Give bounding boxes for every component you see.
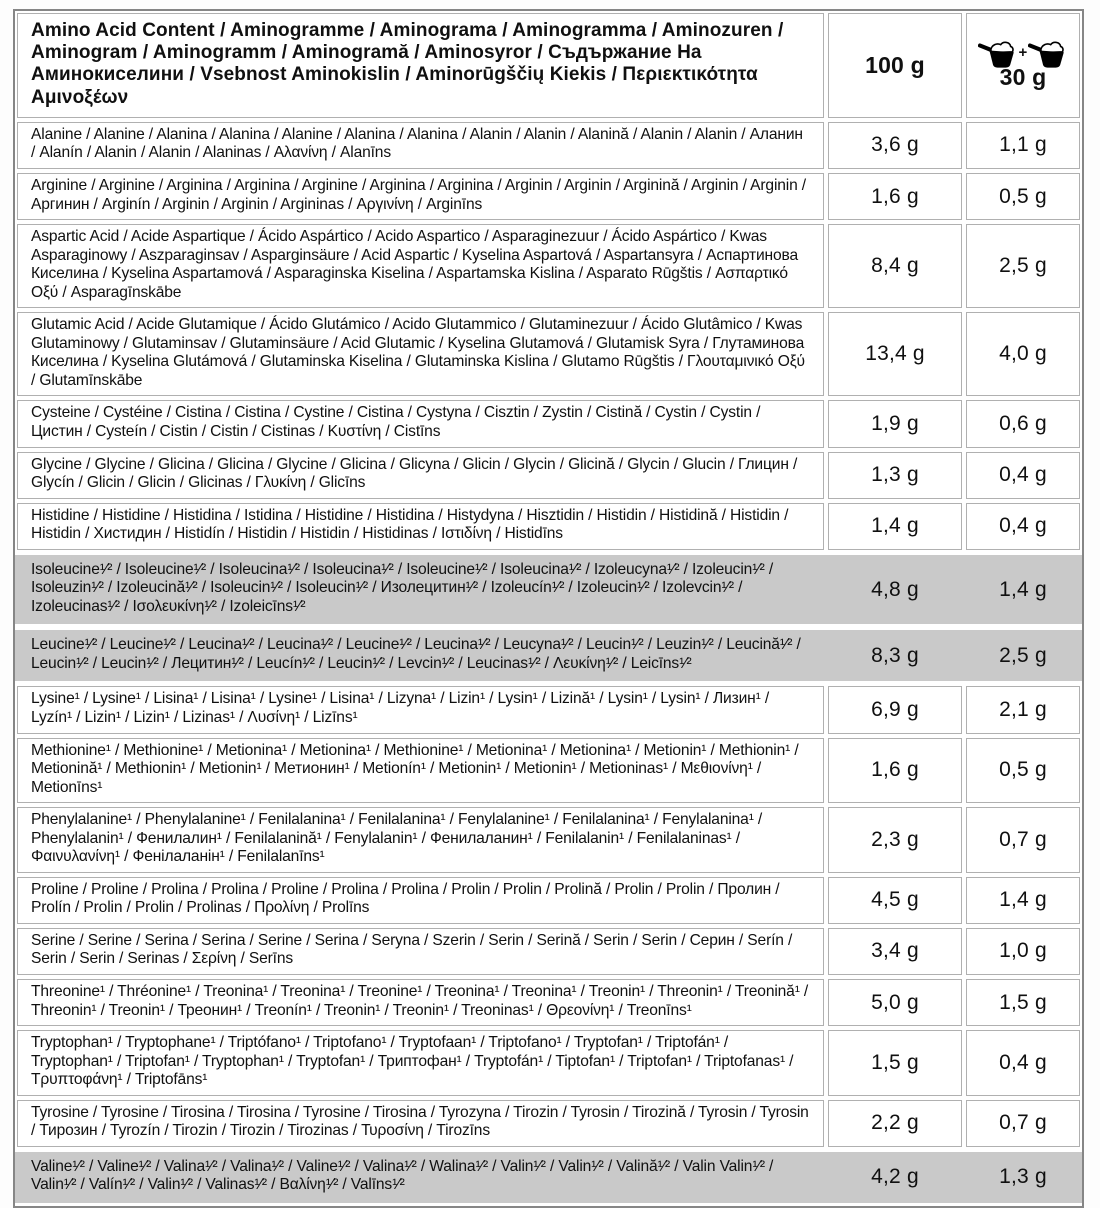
value-per-30g: 1,0 g: [966, 928, 1080, 975]
table-row: [15, 120, 1082, 171]
value-per-100g: 8,3 g: [871, 643, 919, 667]
table-row: [15, 398, 1082, 449]
value-per-100g: 1,4 g: [828, 503, 962, 550]
value-per-100g: 1,6 g: [828, 173, 962, 220]
value-per-30g: 0,7 g: [966, 1100, 1080, 1147]
value-per-30g: 0,5 g: [966, 173, 1080, 220]
table-row: [15, 552, 1082, 628]
table-row: [15, 875, 1082, 926]
table-row: [15, 627, 1082, 684]
table-title-text: Amino Acid Content / Aminogramme / Aminograma / Aminogramma / Aminozuren / Aminogram / Aminogramm / Aminogramă / Aminosyror / Съдържание На Аминокиселини / Vsebnost Aminokislin / Aminorūgščių Kiekis / Περιεκτικότητα Αμινοξέων: [31, 20, 784, 108]
table-row: [15, 222, 1082, 310]
amino-acid-names: Lysine¹ / Lysine¹ / Lisina¹ / Lisina¹ / Lysine¹ / Lisina¹ / Lizyna¹ / Lizin¹ / Lysin¹ / Lizină¹ / Lysin¹ / Lysin¹ / Лизин¹ / Lyzín¹ / Lizin¹ / Lizin¹ / Lizinas¹ / Λυσίνη¹ / Lizīns¹: [17, 686, 824, 733]
amino-acid-names: Serine / Serine / Serina / Serina / Serine / Serina / Seryna / Szerin / Serin / Serină / Serin / Serin / Серин / Serín / Serin / Serin / Serinas / Σερίνη / Serīns: [17, 928, 824, 975]
amino-acid-names: Cysteine / Cystéine / Cistina / Cistina / Cystine / Cistina / Cystyna / Cisztin / Zystin / Cistină / Cystin / Cystin / Цистин / Cysteín / Cistin / Cistin / Cistinas / Κυστίνη / Cistīns: [17, 400, 824, 447]
amino-acid-names: Arginine / Arginine / Arginina / Arginina / Arginine / Arginina / Arginina / Arginin / Arginin / Arginină / Arginin / Arginin / Аргинин / Arginín / Arginin / Arginin / Argininas / Αργινίνη / Arginīns: [17, 173, 824, 220]
amino-acid-names: Leucine¹⁄² / Leucine¹⁄² / Leucina¹⁄² / Leucina¹⁄² / Leucine¹⁄² / Leucina¹⁄² / Leucyna¹⁄² / Leucin¹⁄² / Leuzin¹⁄² / Leucină¹⁄² / Leucin¹⁄² / Leucin¹⁄² / Лецитин¹⁄² / Leucín¹⁄² / Leucin¹⁄² / Levcin¹⁄² / Leucinas¹⁄² / Λευκίνη¹⁄² / Leicīns¹⁄²: [31, 636, 801, 672]
table-row: [15, 977, 1082, 1028]
amino-acid-names: Aspartic Acid / Acide Aspartique / Ácido Aspártico / Acido Aspartico / Asparaginezuur / Ácido Aspártico / Kwas Asparaginowy / Aszparaginsav / Asparginsäure / Acid Aspartic / Kyselina Aspartová / Aspartansyra / Аспартинова Киселина / Kyselina Aspartamová / Asparaginska Kiselina / Aspartamska Kislina / Asparato Rūgštis / Ασπαρτικό Οξύ / Asparagīnskābe: [17, 224, 824, 308]
table-body: [15, 120, 1082, 1206]
amino-acid-names: Histidine / Histidine / Histidina / Istidina / Histidine / Histidina / Histydyna / Hisztidin / Histidin / Histidină / Histidin / Histidin / Хистидин / Histidín / Histidin / Histidin / Histidinas / Ιστιδίνη / Histidīns: [17, 503, 824, 550]
amino-acid-names: Phenylalanine¹ / Phenylalanine¹ / Fenilalanina¹ / Fenilalanina¹ / Fenylalanine¹ / Fenilalanina¹ / Fenylalanina¹ / Phenylalanin¹ / Фенилалин¹ / Fenilalanină¹ / Fenylalanin¹ / Фенилаланин¹ / Fenilalanin¹ / Fenilalaninas¹ / Φαινυλανίνη¹ / Фенілаланін¹ / Fenilalanīns¹: [17, 807, 824, 873]
table-title: [17, 13, 824, 118]
plus-sign: +: [1018, 43, 1028, 61]
amino-acid-names: Threonine¹ / Thréonine¹ / Treonina¹ / Treonina¹ / Treonine¹ / Treonina¹ / Treonina¹ / Treonin¹ / Threonin¹ / Treonină¹ / Threonin¹ / Treonin¹ / Треонин¹ / Treonín¹ / Treonin¹ / Treonin¹ / Treoninas¹ / Θρεονίνη¹ / Treonīns¹: [17, 979, 824, 1026]
table-row: [15, 805, 1082, 875]
value-per-100g: 1,6 g: [828, 738, 962, 804]
amino-acid-names: Tyrosine / Tyrosine / Tirosina / Tirosina / Tyrosine / Tirosina / Tyrozyna / Tirozin / Tyrosin / Tirozină / Tyrosin / Tyrosin / Тирозин / Tyrozín / Tirozin / Tirozin / Tirozinas / Τυροσίνη / Tirozīns: [17, 1100, 824, 1147]
value-per-30g: 1,4 g: [966, 877, 1080, 924]
amino-acid-names: Tryptophan¹ / Tryptophane¹ / Triptófano¹ / Triptofano¹ / Tryptofaan¹ / Triptofano¹ / Tryptofan¹ / Triptofán¹ / Tryptophan¹ / Triptofan¹ / Tryptophan¹ / Tryptofan¹ / Триптофан¹ / Tryptofán¹ / Tiptofan¹ / Triptofan¹ / Triptofanas¹ / Τρυπτοφάνη¹ / Triptofāns¹: [17, 1030, 824, 1096]
table-row: [15, 171, 1082, 222]
value-per-30g: 4,0 g: [966, 312, 1080, 396]
value-per-100g: 2,3 g: [828, 807, 962, 873]
value-per-30g: 0,4 g: [966, 1030, 1080, 1096]
value-per-30g: 1,4 g: [999, 577, 1047, 601]
value-per-30g: 0,7 g: [966, 807, 1080, 873]
table-row: [15, 684, 1082, 735]
amino-acid-names: Methionine¹ / Methionine¹ / Metionina¹ / Metionina¹ / Methionine¹ / Metionina¹ / Metionina¹ / Metionin¹ / Methionin¹ / Metionină¹ / Methionin¹ / Metionin¹ / Метионин¹ / Metionín¹ / Metionin¹ / Metionin¹ / Metioninas¹ / Μεθιονίνη¹ / Metionīns¹: [17, 738, 824, 804]
table-row: [15, 450, 1082, 501]
value-per-100g: 4,8 g: [871, 577, 919, 601]
value-per-30g: 1,1 g: [966, 122, 1080, 169]
value-per-100g: 2,2 g: [828, 1100, 962, 1147]
value-per-30g: 1,5 g: [966, 979, 1080, 1026]
table-row: [15, 1098, 1082, 1149]
table-row: [15, 501, 1082, 552]
amino-acid-names: Glutamic Acid / Acide Glutamique / Ácido Glutámico / Acido Glutammico / Glutaminezuur / Ácido Glutâmico / Kwas Glutaminowy / Glutaminsav / Glutaminsäure / Acid Glutamic / Kyselina Glutamová / Glutamisk Syra / Глутаминова Киселина / Kyselina Glutámová / Glutaminska Kiselina / Glutaminska Kislina / Glutamo Rūgštis / Γλουταμινικό Οξύ / Glutamīnskābe: [17, 312, 824, 396]
value-per-100g: 1,3 g: [828, 452, 962, 499]
value-per-30g: 0,4 g: [966, 452, 1080, 499]
table-row: [15, 926, 1082, 977]
column-header-100g: 100 g: [828, 13, 962, 118]
value-per-100g: 1,5 g: [828, 1030, 962, 1096]
value-per-100g: 13,4 g: [828, 312, 962, 396]
amino-acid-names: Proline / Proline / Prolina / Prolina / Proline / Prolina / Prolina / Prolin / Prolin / Prolină / Prolin / Prolin / Пролин / Prolín / Prolin / Prolin / Prolinas / Προλίνη / Prolīns: [17, 877, 824, 924]
value-per-30g: 2,5 g: [966, 224, 1080, 308]
table-row: [15, 1028, 1082, 1098]
column-header-30g-label: 30 g: [999, 64, 1047, 91]
value-per-100g: 8,4 g: [828, 224, 962, 308]
amino-acid-names: Alanine / Alanine / Alanina / Alanina / Alanine / Alanina / Alanina / Alanin / Alanin / Alanină / Alanin / Alanin / Аланин / Alanín / Alanin / Alanin / Alaninas / Αλανίνη / Alanīns: [17, 122, 824, 169]
value-per-100g: 6,9 g: [828, 686, 962, 733]
table-row: [15, 1149, 1082, 1206]
amino-acid-names: Isoleucine¹⁄² / Isoleucine¹⁄² / Isoleucina¹⁄² / Isoleucina¹⁄² / Isoleucine¹⁄² / Isoleucina¹⁄² / Izoleucyna¹⁄² / Izoleucin¹⁄² / Isoleuzin¹⁄² / Izoleucină¹⁄² / Isoleucin¹⁄² / Isoleucin¹⁄² / Изолецитин¹⁄² / Izoleucín¹⁄² / Izoleucin¹⁄² / Izolevcin¹⁄² / Izoleucinas¹⁄² / Ισολευκίνη¹⁄² / Izoleicīns¹⁄²: [31, 560, 774, 615]
amino-acid-names: Valine¹⁄² / Valine¹⁄² / Valina¹⁄² / Valina¹⁄² / Valine¹⁄² / Valina¹⁄² / Walina¹⁄² / Valin¹⁄² / Valin¹⁄² / Valină¹⁄² / Valin Valin¹⁄² / Valin¹⁄² / Valín¹⁄² / Valin¹⁄² / Valinas¹⁄² / Βαλίνη¹⁄² / Valīns¹⁄²: [31, 1157, 774, 1194]
value-per-100g: 5,0 g: [828, 979, 962, 1026]
value-per-100g: 4,2 g: [871, 1165, 919, 1189]
column-header-30g: [966, 13, 1080, 118]
amino-acid-names: Glycine / Glycine / Glicina / Glicina / Glycine / Glicina / Glicyna / Glicin / Glycin / Glicină / Glycin / Glucin / Глицин / Glycín / Glicin / Glicin / Glicinas / Γλυκίνη / Glicīns: [17, 452, 824, 499]
value-per-30g: 1,3 g: [999, 1165, 1047, 1189]
value-per-100g: 1,9 g: [828, 400, 962, 447]
value-per-100g: 3,6 g: [828, 122, 962, 169]
value-per-30g: 0,6 g: [966, 400, 1080, 447]
value-per-30g: 2,5 g: [999, 643, 1047, 667]
value-per-30g: 2,1 g: [966, 686, 1080, 733]
value-per-100g: 3,4 g: [828, 928, 962, 975]
value-per-30g: 0,4 g: [966, 503, 1080, 550]
value-per-30g: 0,5 g: [966, 738, 1080, 804]
table-row: [15, 736, 1082, 806]
table-row: [15, 310, 1082, 398]
table-header-row: [15, 11, 1082, 120]
amino-acid-table: [13, 9, 1084, 1208]
value-per-100g: 4,5 g: [828, 877, 962, 924]
